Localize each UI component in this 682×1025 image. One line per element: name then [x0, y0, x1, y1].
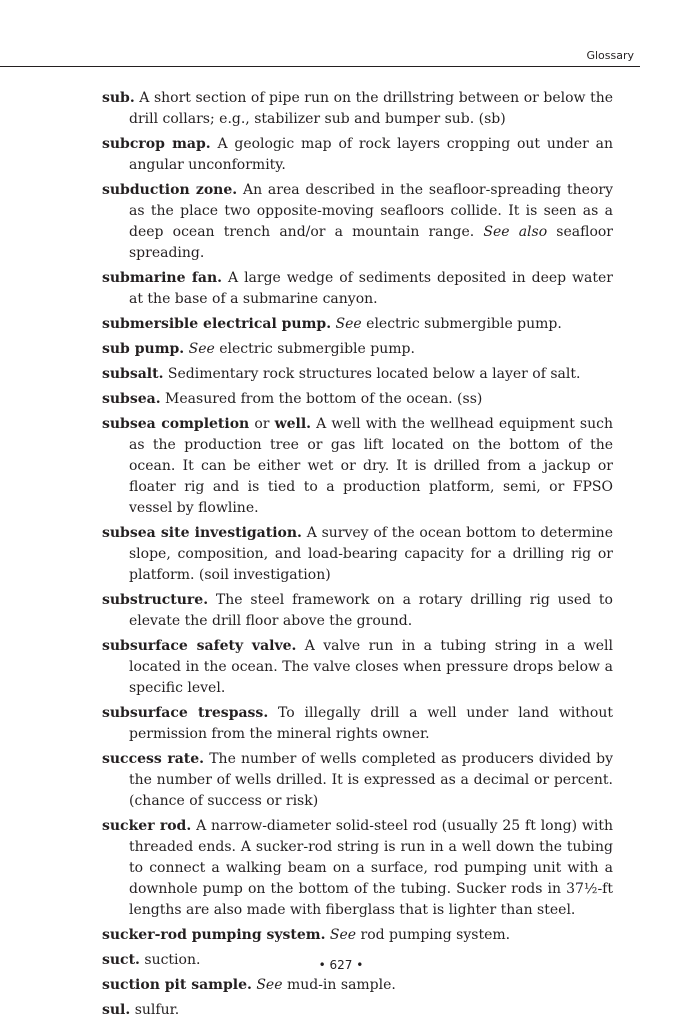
glossary-entry: sucker-rod pumping system. See rod pumping system.: [102, 927, 511, 943]
glossary-entry: subsalt. Sedimentary rock structures located below a layer of salt.: [102, 366, 581, 382]
running-header: Glossary: [586, 49, 634, 62]
glossary-entries: [102, 88, 613, 1025]
glossary-entry: suction pit sample. See mud-in sample.: [102, 977, 396, 993]
glossary-entry: success rate. The number of wells completed as producers divided by the number of wells drilled. It is expressed as a decimal or percent. (chance of success or risk): [102, 751, 613, 809]
glossary-entry: subsurface trespass. To illegally drill a well under land without permission from the mineral rights owner.: [102, 705, 613, 742]
glossary-entry: sucker rod. A narrow-diameter solid-steel rod (usually 25 ft long) with threaded ends. A sucker-rod string is run in a well down the tubing to connect a walking beam on a surface, rod pumping unit with a downhole pump on the bottom of the tubing. Sucker rods in 37½-ft lengths are also made with fiberglass that is lighter than steel.: [102, 818, 614, 918]
glossary-entry: submarine fan. A large wedge of sediments deposited in deep water at the base of a submarine canyon.: [102, 270, 613, 307]
glossary-entry: subduction zone. An area described in the seafloor-spreading theory as the place two opposite-moving seafloors collide. It is seen as a deep ocean trench and/or a mountain range. See also seafloor spreading.: [102, 182, 614, 261]
page-number: • 627 •: [318, 958, 364, 972]
glossary-entry: suct. suction.: [102, 952, 201, 968]
header-rule: [0, 66, 640, 67]
glossary-entry: substructure. The steel framework on a rotary drilling rig used to elevate the drill floor above the ground.: [102, 592, 613, 629]
glossary-entry: sub pump. See electric submergible pump.: [102, 341, 415, 357]
glossary-entry: subcrop map. A geologic map of rock layers cropping out under an angular unconformity.: [102, 136, 613, 173]
glossary-entry: subsea completion or well. A well with the wellhead equipment such as the production tree or gas lift located on the bottom of the ocean. It can be either wet or dry. It is drilled from a jackup or floater rig and is tied to a production platform, semi, or FPSO vessel by flowline.: [102, 416, 613, 516]
glossary-entry: sub. A short section of pipe run on the drillstring between or below the drill collars; e.g., stabilizer sub and bumper sub. (sb): [102, 90, 613, 127]
glossary-entry: subsea site investigation. A survey of the ocean bottom to determine slope, composition, and load-bearing capacity for a drilling rig or platform. (soil investigation): [102, 525, 613, 583]
glossary-entry: submersible electrical pump. See electric submergible pump.: [102, 316, 562, 332]
glossary-entry: subsurface safety valve. A valve run in a tubing string in a well located in the ocean. The valve closes when pressure drops below a specific level.: [102, 638, 613, 696]
glossary-entry: sul. sulfur.: [102, 1002, 180, 1018]
glossary-entry: subsea. Measured from the bottom of the ocean. (ss): [102, 391, 483, 407]
